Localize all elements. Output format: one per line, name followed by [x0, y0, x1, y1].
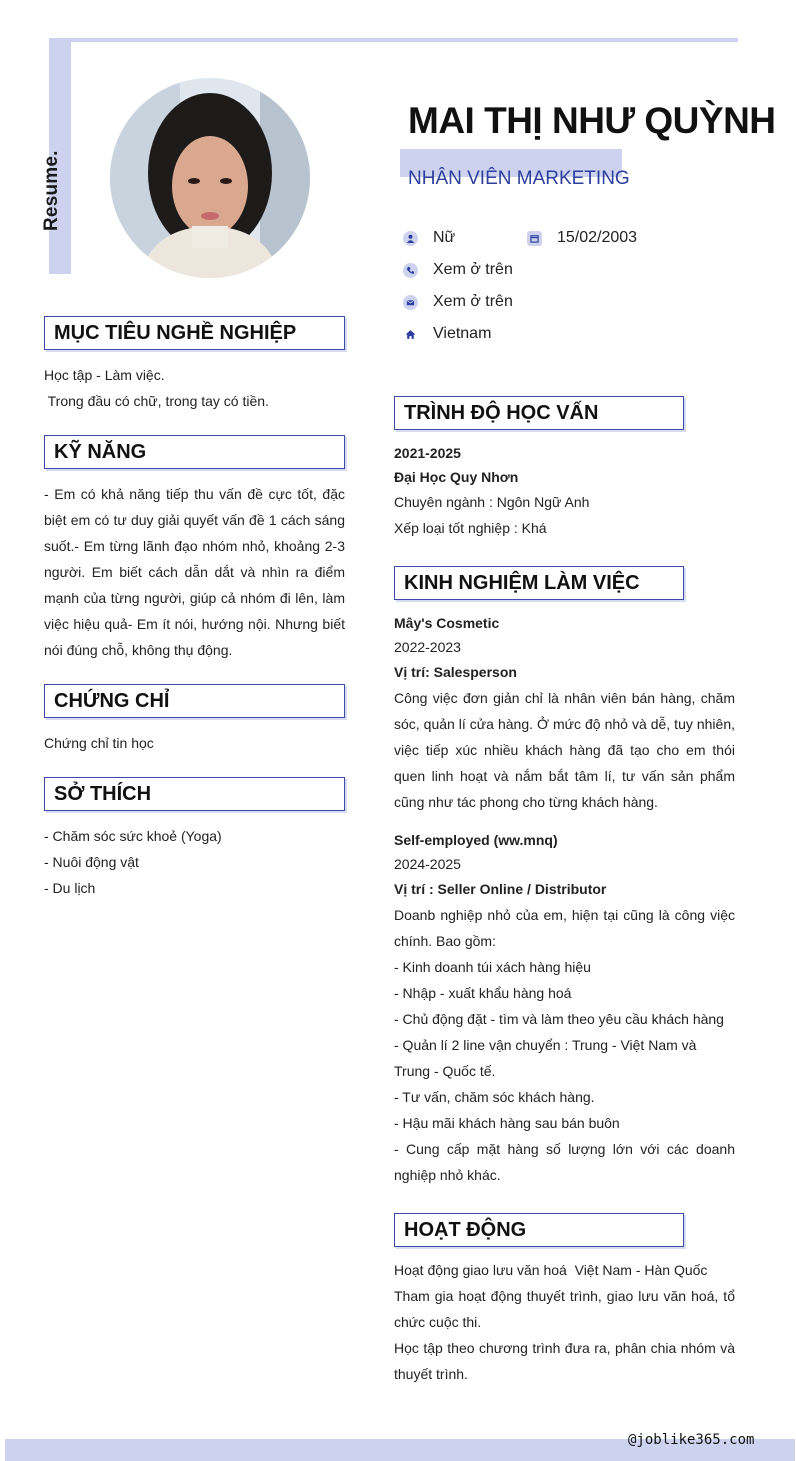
calendar-icon	[527, 231, 542, 246]
job-years: 2022-2023	[394, 639, 461, 655]
education-heading: TRÌNH ĐỘ HỌC VẤN	[394, 396, 684, 430]
hobby-item: - Chăm sóc sức khoẻ (Yoga)	[44, 828, 222, 844]
job-description: Công việc đơn giản chỉ là nhân viên bán hàng, chăm sóc, quản lí cửa hàng. Ở mức độ nhỏ và dễ, tuy nhiên, việc tiếp xúc nhiều khách hàng đã tạo cho em thói quen linh hoạt và nắm bắt tâm lí, tư vấn sản phẩm cũng như tác phong cho từng khách hàng.	[394, 690, 735, 810]
footer-watermark: @joblike365.com	[628, 1432, 755, 1448]
certificates-text: Chứng chỉ tin học	[44, 735, 154, 751]
job-position: Vị trí : Seller Online / Distributor	[394, 881, 607, 897]
job-item: - Quản lí 2 line vận chuyển : Trung - Việt Nam và Trung - Quốc tế.	[394, 1037, 697, 1079]
phone-row	[403, 261, 513, 279]
education-years: 2021-2025	[394, 445, 461, 461]
hobbies-list	[44, 823, 345, 901]
job-item: - Nhập - xuất khẩu hàng hoá	[394, 985, 572, 1001]
phone-icon	[403, 263, 418, 278]
candidate-name: MAI THỊ NHƯ QUỲNH	[408, 100, 776, 141]
job-title: NHÂN VIÊN MARKETING	[408, 168, 630, 189]
birthday-value: 15/02/2003	[557, 229, 638, 246]
education-school: Đại Học Quy Nhơn	[394, 469, 519, 485]
hobby-item: - Nuôi động vật	[44, 854, 139, 870]
job-item: - Kinh doanh túi xách hàng hiệu	[394, 959, 591, 975]
top-accent-bar	[49, 38, 738, 42]
email-icon	[403, 295, 418, 310]
objective-line: Trong đầu có chữ, trong tay có tiền.	[44, 393, 269, 409]
activities-list	[394, 1257, 735, 1387]
email-value: Xem ở trên	[433, 293, 513, 310]
certificates-heading: CHỨNG CHỈ	[44, 684, 345, 718]
skills-text: - Em có khả năng tiếp thu vấn đề cực tốt, đặc biệt em có tư duy giải quyết vấn đề 1 cách sáng suốt.- Em từng lãnh đạo nhóm nhỏ, khoảng 2-3 người. Em biết cách dẫn dắt và nhìn ra điểm mạnh của từng người, giúp cả nhóm đi lên, làm việc hiệu quả- Em ít nói, hướng nội. Nhưng biết nói đúng chỗ, không thụ động.	[44, 486, 345, 658]
email-row	[403, 293, 513, 311]
skills-heading: KỸ NĂNG	[44, 435, 345, 469]
education-major: Chuyên ngành : Ngôn Ngữ Anh	[394, 494, 590, 510]
job-company: Self-employed (ww.mnq)	[394, 832, 558, 848]
profile-photo	[110, 78, 310, 278]
education-grade: Xếp loại tốt nghiệp : Khá	[394, 520, 547, 536]
activity-line: Tham gia hoạt động thuyết trình, giao lưu văn hoá, tổ chức cuộc thi.	[394, 1288, 735, 1330]
address-value: Vietnam	[433, 325, 492, 342]
gender-value: Nữ	[433, 229, 456, 246]
job-intro: Doanb nghiệp nhỏ của em, hiện tại cũng là công việc chính. Bao gồm:	[394, 907, 735, 949]
objective-text	[44, 362, 345, 414]
gender-row	[403, 229, 455, 247]
job-item: - Cung cấp mặt hàng số lượng lớn với các doanh nghiệp nhỏ khác.	[394, 1141, 735, 1183]
education-block	[394, 441, 735, 541]
experience-heading: KINH NGHIỆM LÀM VIỆC	[394, 566, 684, 600]
objective-heading: MỤC TIÊU NGHỀ NGHIỆP	[44, 316, 345, 350]
job-item: - Tư vấn, chăm sóc khách hàng.	[394, 1089, 595, 1105]
activities-heading: HOẠT ĐỘNG	[394, 1213, 684, 1247]
activity-line: Hoạt động giao lưu văn hoá Việt Nam - Hàn Quốc	[394, 1262, 708, 1278]
objective-line: Học tập - Làm việc.	[44, 367, 165, 383]
person-icon	[403, 231, 418, 246]
phone-value: Xem ở trên	[433, 261, 513, 278]
job-company: Mây's Cosmetic	[394, 615, 500, 631]
address-row	[403, 325, 491, 343]
resume-label: Resume.	[41, 150, 62, 231]
home-icon	[403, 327, 418, 342]
experience-job-1	[394, 611, 735, 815]
hobbies-heading: SỞ THÍCH	[44, 777, 345, 811]
experience-job-2	[394, 828, 735, 1188]
activity-line: Học tập theo chương trình đưa ra, phân chia nhóm và thuyết trình.	[394, 1340, 735, 1382]
job-item: - Hậu mãi khách hàng sau bán buôn	[394, 1115, 620, 1131]
birthday-row	[527, 229, 637, 247]
hobby-item: - Du lịch	[44, 880, 96, 896]
job-years: 2024-2025	[394, 856, 461, 872]
job-position: Vị trí: Salesperson	[394, 664, 517, 680]
job-item: - Chủ động đặt - tìm và làm theo yêu cầu khách hàng	[394, 1011, 724, 1027]
